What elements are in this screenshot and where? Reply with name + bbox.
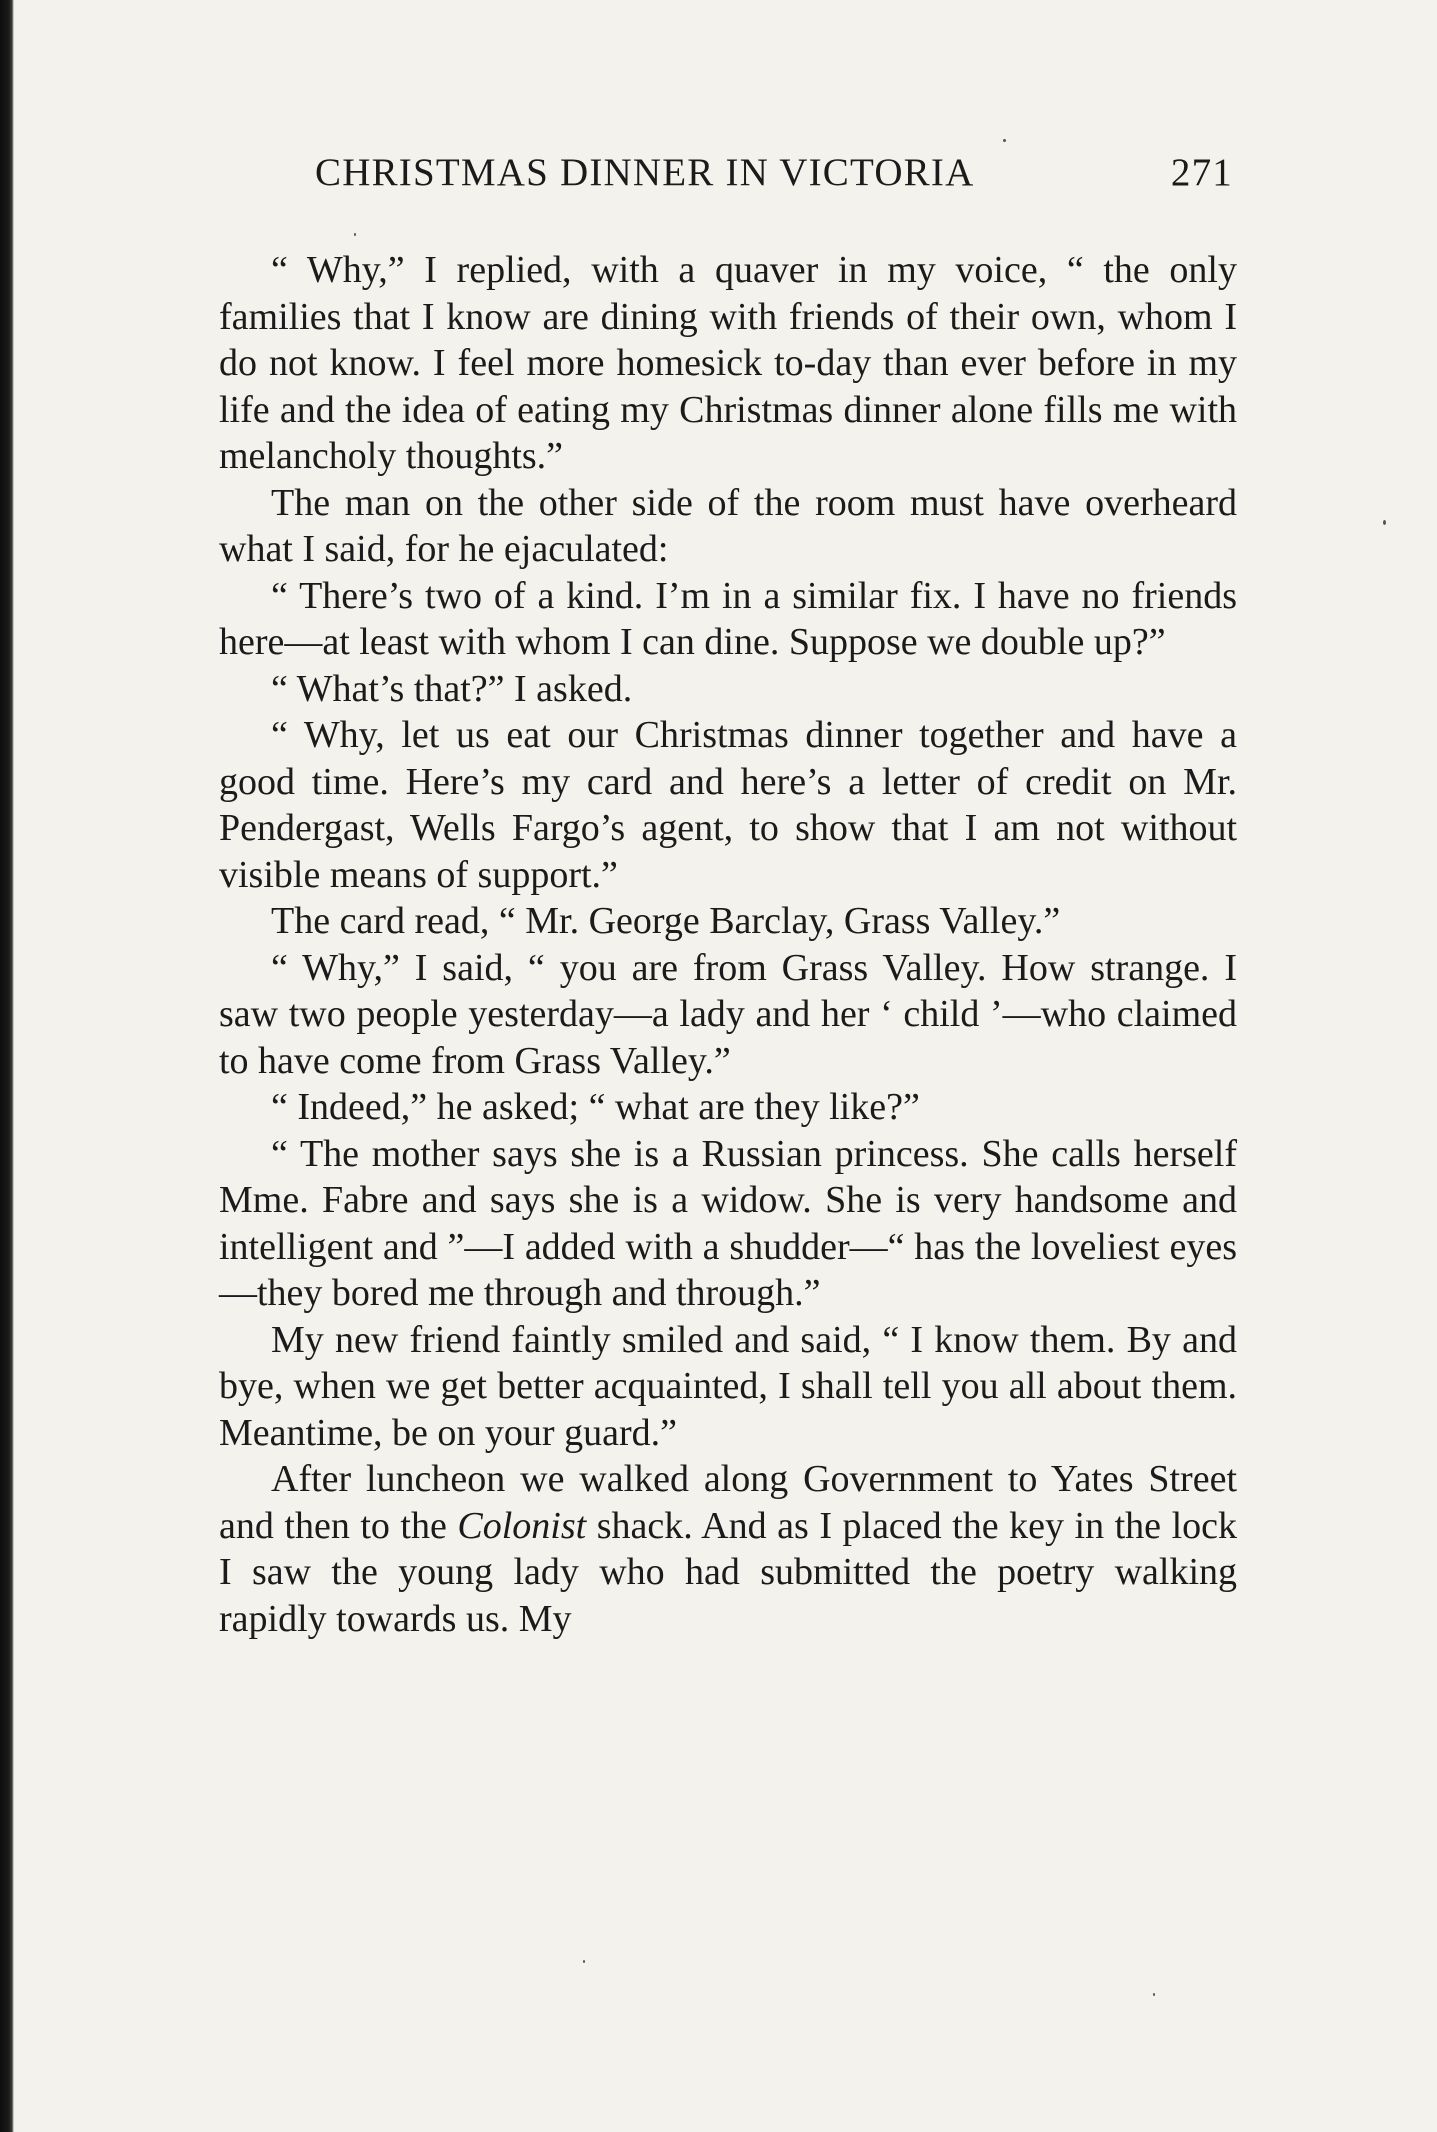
page-number: 271 bbox=[1170, 151, 1233, 194]
book-page bbox=[219, 150, 1237, 1642]
paragraph-text: shack. And as I placed the key in the lock I saw the young lady who had submitted the poetry walking rapidly towards us. My bbox=[219, 1504, 1237, 1640]
paper-speck bbox=[1003, 139, 1006, 142]
paragraph: My new friend faintly smiled and said, “ I know them. By and bye, when we get better acquainted, I shall tell you all about them. Meantime, be on your guard.” bbox=[219, 1318, 1237, 1454]
paragraph: “ There’s two of a kind. I’m in a similar fix. I have no friends here—at least with whom I can dine. Suppose we double up?” bbox=[219, 574, 1237, 663]
body-text bbox=[219, 247, 1237, 1642]
paragraph: “ Why, let us eat our Christmas dinner together and have a good time. Here’s my card and here’s a letter of credit on Mr. Pendergast, Wells Fargo’s agent, to show that I am not without visible means of support.” bbox=[219, 714, 1237, 896]
paragraph-text: After luncheon we walked along Government to Yates Street and then to the bbox=[219, 1458, 1237, 1547]
paper-speck bbox=[1153, 1993, 1155, 1996]
paragraph: “ Why,” I replied, with a quaver in my voice, “ the only families that I know are dining with friends of their own, whom I do not know. I feel more homesick to-day than ever before in my life and the idea of eating my Christmas dinner alone fills me with melancholy thoughts.” bbox=[219, 249, 1237, 477]
newspaper-title-italic: Colonist bbox=[457, 1504, 587, 1547]
paragraph: “ Why,” I said, “ you are from Grass Valley. How strange. I saw two people yesterday—a lady and her ‘ child ’—who claimed to have come from Grass Valley.” bbox=[219, 946, 1237, 1082]
page-binding-edge bbox=[0, 0, 14, 2132]
paragraph: “ Indeed,” he asked; “ what are they like?” bbox=[271, 1086, 920, 1128]
paragraph: “ What’s that?” I asked. bbox=[271, 667, 633, 710]
paragraph-last bbox=[219, 1456, 1237, 1642]
running-header bbox=[219, 150, 1237, 195]
paragraph: “ The mother says she is a Russian princess. She calls herself Mme. Fabre and says she is a widow. She is very handsome and intelligent and ”—I added with a shudder—“ has the loveliest eyes—they bored me through and through.” bbox=[219, 1132, 1237, 1314]
paper-speck bbox=[583, 1960, 585, 1963]
paper-speck bbox=[1383, 520, 1386, 525]
running-title: CHRISTMAS DINNER IN VICTORIA bbox=[315, 151, 975, 194]
paragraph: The card read, “ Mr. George Barclay, Grass Valley.” bbox=[271, 900, 1061, 942]
paragraph: The man on the other side of the room must have overheard what I said, for he ejaculated: bbox=[219, 481, 1237, 570]
paper-speck bbox=[354, 233, 356, 236]
